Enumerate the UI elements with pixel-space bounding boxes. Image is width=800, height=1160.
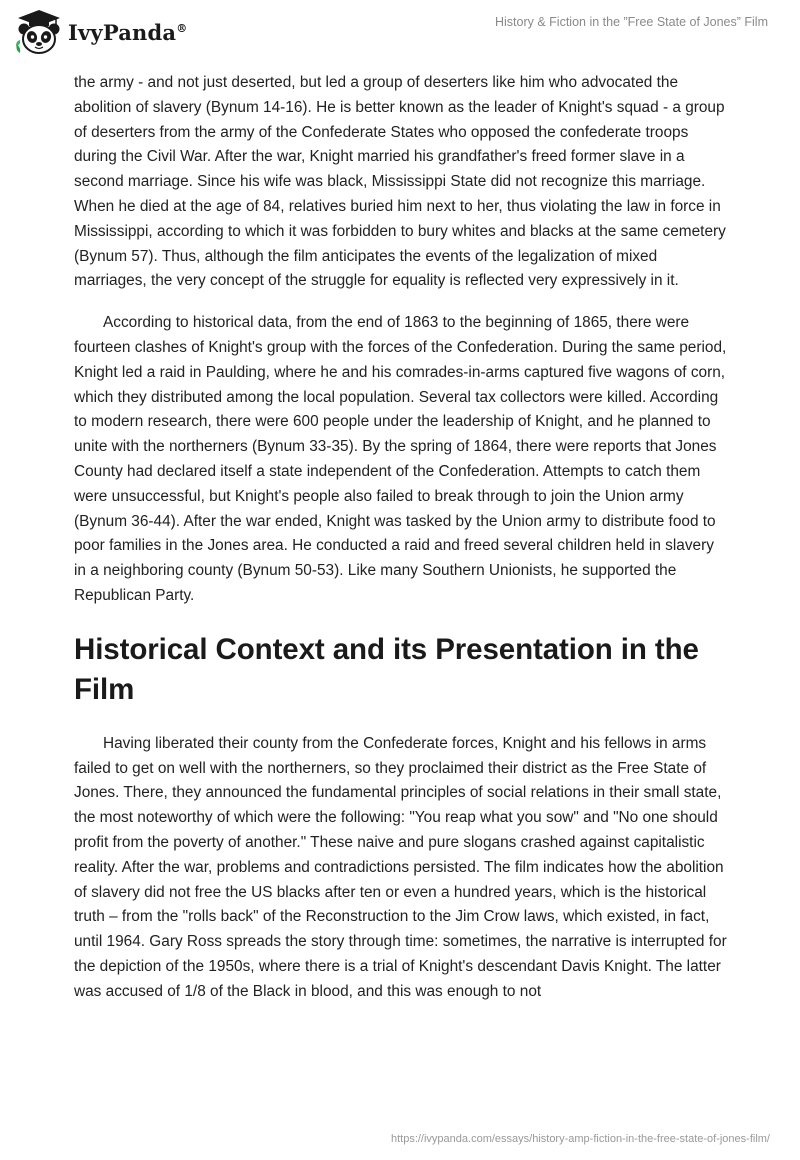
page-header — [0, 0, 800, 64]
article-paragraph: According to historical data, from the end of 1863 to the beginning of 1865, there were fourteen clashes of Knight's group with the forces of the Confederation. During the same period, Knight led a raid in Paulding, where he and his comrades-in-arms captured five wagons of corn, which they distributed among the local population. Several tax collectors were killed. According to modern research, there were 600 people under the leadership of Knight, and he planned to unite with the northerners (Bynum 33-35). By the spring of 1864, there were reports that Jones County had declared itself a state independent of the Confederation. Attempts to catch them were unsuccessful, but Knight's people also failed to break through to join the Union army (Bynum 36-44). After the war ended, Knight was tasked by the Union army to distribute food to poor families in the Jones area. He conducted a raid and freed several children held in slavery in a neighboring county (Bynum 50-53). Like many Southern Unionists, he supported the Republican Party. — [74, 314, 727, 604]
article-paragraph: Having liberated their county from the Confederate forces, Knight and his fellows in arms failed to get on well with the northerners, so they proclaimed their district as the Free State of Jones. There, they announced the fundamental principles of social relations in their small state, the most noteworthy of which were the following: "You reap what you sow" and "No one should profit from the poverty of another." These naive and pure slogans crashed against capitalistic reality. After the war, problems and contradictions persisted. The film indicates how the abolition of slavery did not free the US blacks after ten or even a hundred years, which is the historical truth – from the "rolls back" of the Reconstruction to the Jim Crow laws, which existed, in fact, until 1964. Gary Ross spreads the story through time: sometimes, the narrative is interrupted for the depiction of the 1950s, where there is a trial of Knight's descendant Davis Knight. The latter was accused of 1/8 of the Black in blood, and this was enough to not — [74, 734, 727, 1000]
ivypanda-logo[interactable] — [14, 8, 187, 56]
panda-graduate-icon — [14, 8, 64, 56]
source-url[interactable]: https://ivypanda.com/essays/history-amp-fiction-in-the-free-state-of-jones-film/ — [390, 1133, 770, 1145]
article-paragraph: the army - and not just deserted, but led a group of deserters like him who advocated the abolition of slavery (Bynum 14-16). He is better known as the leader of Knight's squad - a group of deserters from the army of the Confederate States who opposed the confederate troops during the Civil War. After the war, Knight married his grandfather's freed former slave in a second marriage. Since his wife was black, Mississippi State did not recognize this marriage. When he died at the age of 84, relatives buried him next to her, thus violating the law in force in Mississippi, according to which it was forbidden to bury whites and blacks at the same cemetery (Bynum 57). Thus, although the film anticipates the events of the legalization of mixed marriages, the very concept of the struggle for equality is reflected very expressively in it. — [74, 74, 726, 290]
document-title: History & Fiction in the ”Free State of Jones” Film — [494, 15, 768, 29]
article-body — [74, 71, 728, 1005]
section-heading: Historical Context and its Presentation in the Film — [74, 632, 699, 706]
brand-name: IvyPanda® — [68, 19, 188, 45]
